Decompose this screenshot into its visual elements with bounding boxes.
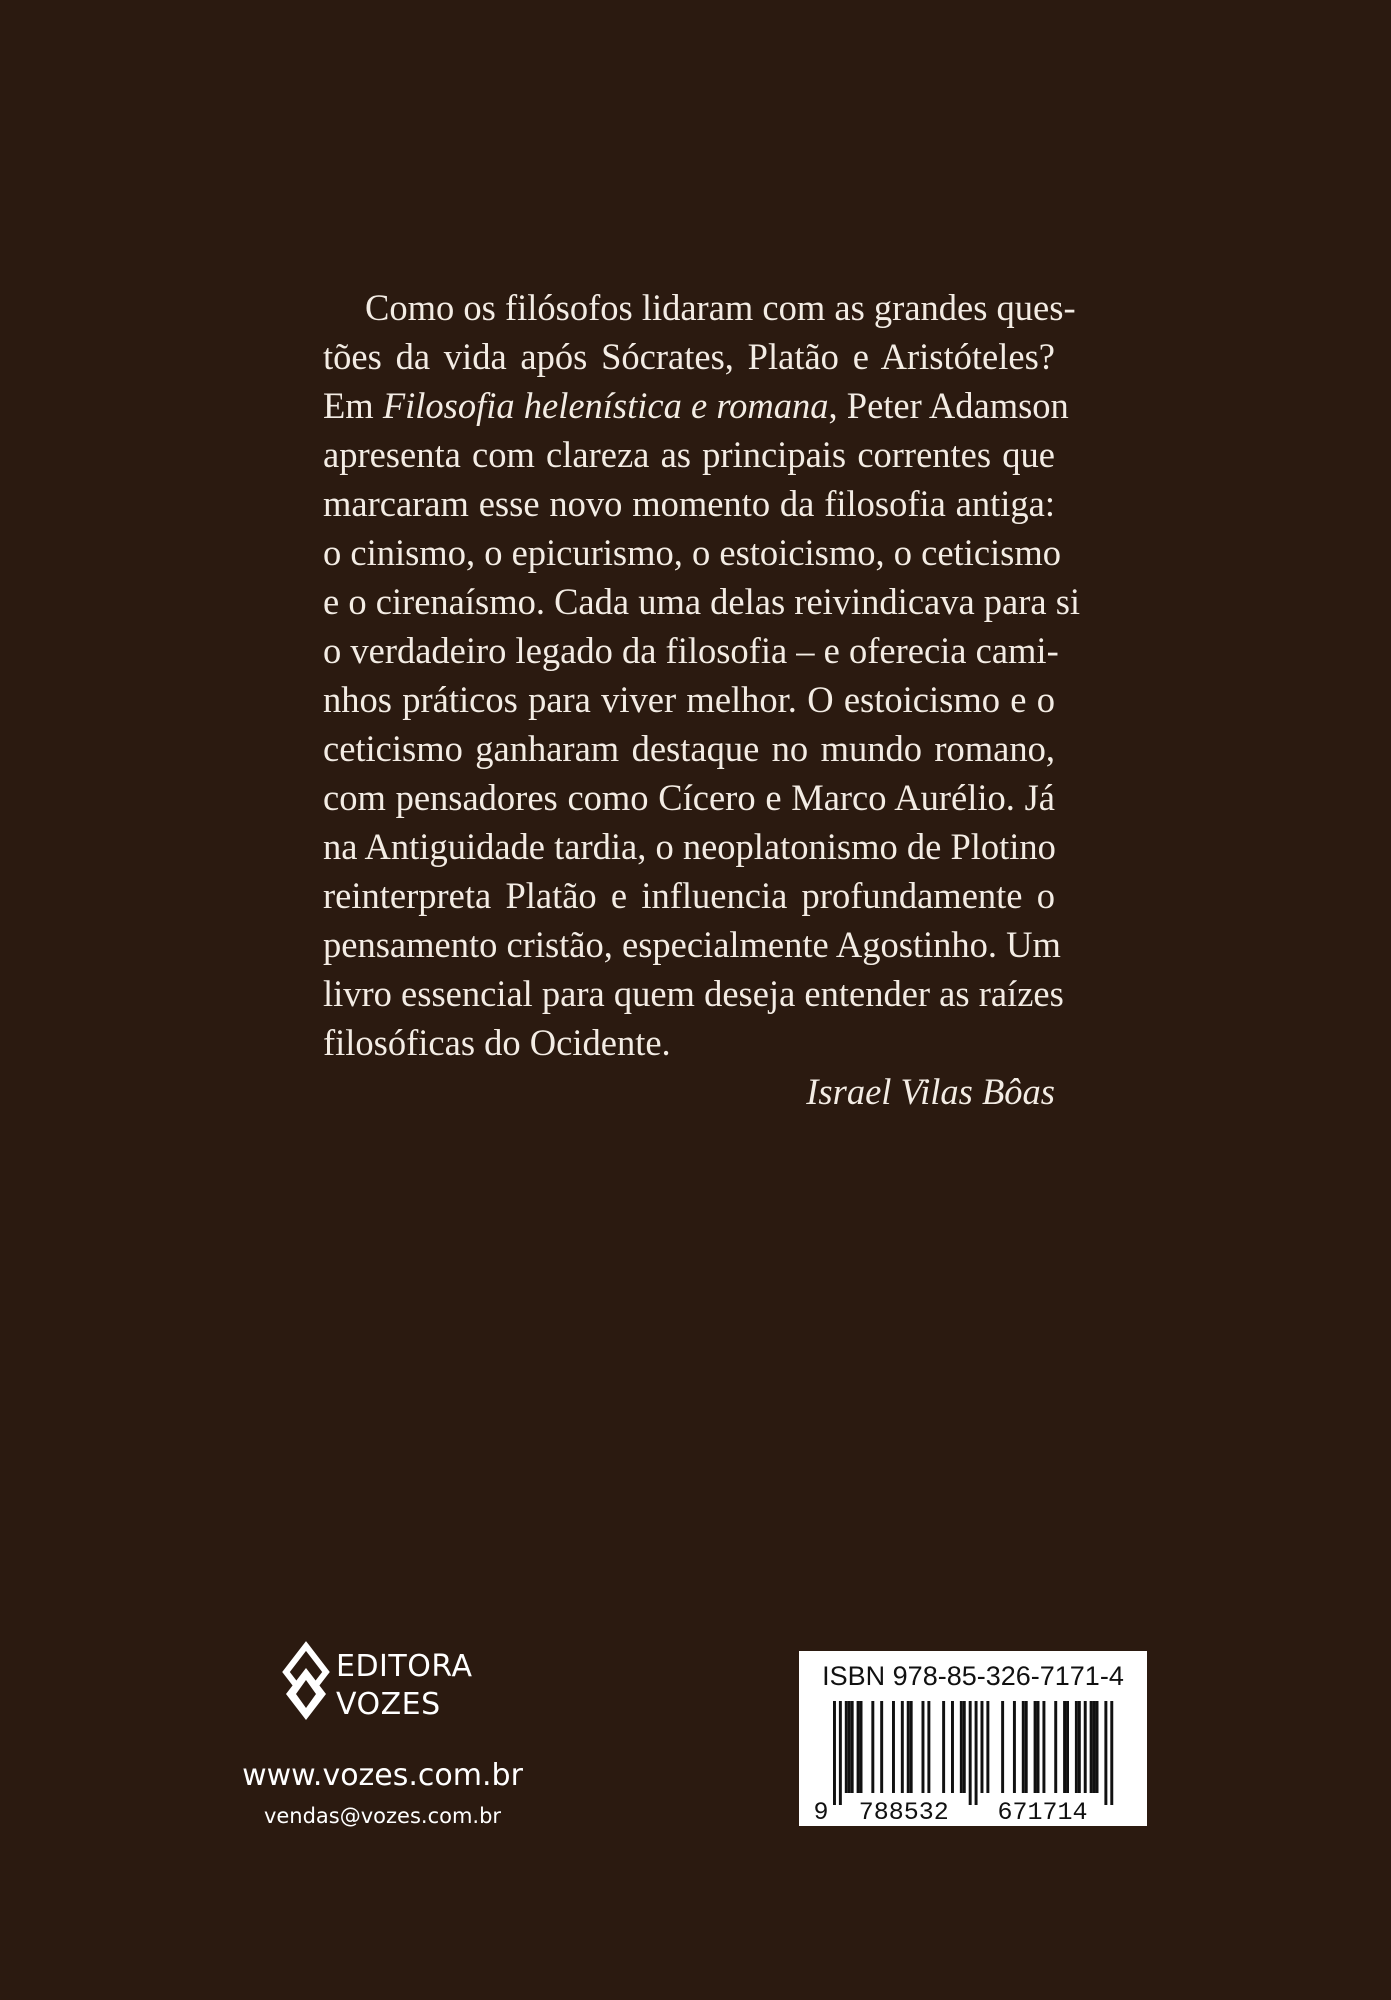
blurb-line: o cinismo, o epicurismo, o estoicismo, o ceticismo	[323, 532, 1062, 573]
publisher-logo	[282, 1640, 502, 1730]
barcode-bar	[1078, 1701, 1081, 1793]
barcode-bar	[960, 1701, 963, 1793]
barcode-bar	[845, 1701, 848, 1793]
barcode-bar	[892, 1701, 895, 1793]
blurb-line: o verdadeiro legado da filosofia – e oferecia cami-	[323, 630, 1059, 671]
barcode-bar	[851, 1701, 854, 1793]
back-cover-blurb	[323, 283, 1081, 1116]
blurb-line: reinterpreta Platão e influencia profundamente o	[323, 875, 1055, 916]
publisher-email: vendas@vozes.com.br	[263, 1804, 502, 1828]
barcode-bar	[871, 1701, 874, 1793]
barcode-guard-bar	[975, 1701, 978, 1805]
barcode-bar	[1034, 1701, 1037, 1793]
isbn-barcode	[799, 1651, 1147, 1826]
barcode-bar	[1090, 1701, 1093, 1793]
barcode-bar	[927, 1701, 930, 1793]
barcode-guard-bar	[833, 1701, 836, 1805]
blurb-line: nhos práticos para viver melhor. O estoicismo e o	[323, 679, 1055, 720]
barcode-guard-bar	[969, 1701, 972, 1805]
blurb-text: Em	[323, 385, 383, 426]
barcode-bar	[857, 1701, 860, 1793]
blurb-line: pensamento cristão, especialmente Agostinho. Um	[323, 924, 1061, 965]
publisher-name-line2: VOZES	[336, 1687, 441, 1722]
blurb-line: tões da vida após Sócrates, Platão e Aristóteles?	[323, 336, 1055, 377]
barcode-bar	[1066, 1701, 1069, 1793]
barcode-bar	[1093, 1701, 1096, 1793]
barcode-bar	[848, 1701, 851, 1793]
blurb-line: Como os filósofos lidaram com as grandes ques-	[365, 287, 1076, 328]
blurb-line: na Antiguidade tardia, o neoplatonismo de Plotino	[323, 826, 1056, 867]
barcode-bar	[1084, 1701, 1087, 1793]
blurb-line: e o cirenaísmo. Cada uma delas reivindicava para si	[323, 581, 1081, 622]
barcode-bar	[951, 1701, 954, 1793]
blurb-line: apresenta com clareza as principais correntes que	[323, 434, 1055, 475]
barcode-bar	[1063, 1701, 1066, 1793]
barcode-digits: 788532	[858, 1798, 949, 1826]
barcode-bar	[1042, 1701, 1045, 1793]
barcode-bar	[1025, 1701, 1028, 1793]
barcode-guard-bar	[1110, 1701, 1113, 1805]
barcode-bars	[799, 1651, 1147, 1826]
barcode-bar	[1075, 1701, 1078, 1793]
blurb-line: marcaram esse novo momento da filosofia antiga:	[323, 483, 1055, 524]
barcode-bar	[986, 1701, 989, 1793]
barcode-bar	[907, 1701, 910, 1793]
barcode-bar	[1013, 1701, 1016, 1793]
signature: Israel Vilas Bôas	[806, 1071, 1055, 1112]
blurb-line: com pensadores como Cícero e Marco Aurélio. Já	[323, 777, 1055, 818]
barcode-bar	[1022, 1701, 1025, 1793]
barcode-bar	[901, 1701, 904, 1793]
barcode-bar	[1001, 1701, 1004, 1793]
barcode-bar	[981, 1701, 984, 1793]
barcode-guard-bar	[1104, 1701, 1107, 1805]
isbn-label: ISBN 978-85-326-7171-4	[822, 1661, 1124, 1691]
barcode-bar	[1096, 1701, 1099, 1793]
barcode-bar	[880, 1701, 883, 1793]
barcode-bar	[1037, 1701, 1040, 1793]
publisher-name	[336, 1648, 473, 1724]
book-title: Filosofia helenística e romana	[382, 385, 829, 426]
blurb-line: ceticismo ganharam destaque no mundo romano,	[323, 728, 1055, 769]
barcode-bar	[860, 1701, 863, 1793]
barcode-bar	[1054, 1701, 1057, 1793]
blurb-line: filosóficas do Ocidente.	[323, 1022, 671, 1063]
barcode-digits: 671714	[997, 1798, 1088, 1826]
diamond-logo-icon	[282, 1640, 334, 1730]
barcode-bar	[922, 1701, 925, 1793]
blurb-text: , Peter Adamson	[828, 385, 1069, 426]
blurb-line	[323, 381, 1069, 430]
barcode-bar	[942, 1701, 945, 1793]
publisher-website: www.vozes.com.br	[242, 1758, 523, 1793]
barcode-digits: 9	[813, 1798, 829, 1826]
barcode-guard-bar	[839, 1701, 842, 1805]
publisher-name-line1: EDITORA	[336, 1649, 473, 1684]
blurb-line: livro essencial para quem deseja entender as raízes	[323, 973, 1064, 1014]
barcode-bar	[963, 1701, 966, 1793]
barcode-bar	[910, 1701, 913, 1793]
